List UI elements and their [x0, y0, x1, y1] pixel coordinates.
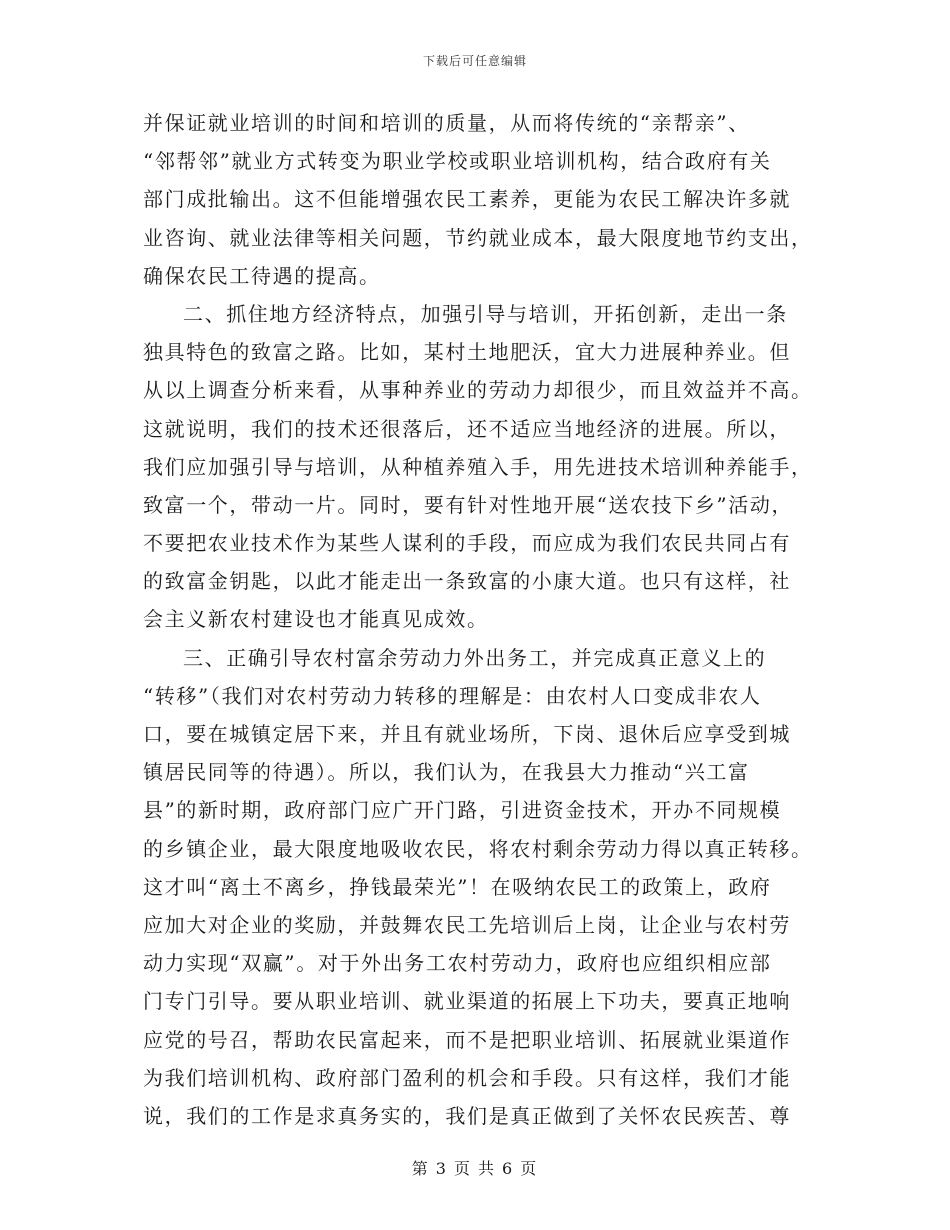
text-line: 我们应加强引导与培训，从种植养殖入手，用先进技术培训种养能手，: [143, 454, 813, 479]
text-line: 业咨询、就业法律等相关问题，节约就业成本，最大限度地节约支出，: [143, 225, 813, 250]
text-line: 致富一个，带动一片。同时，要有针对性地开展“送农技下乡”活动，: [143, 492, 794, 517]
text-line: 不要把农业技术作为某些人谋利的手段，而应成为我们农民共同占有: [143, 531, 791, 556]
text-line: 并保证就业培训的时间和培训的质量，从而将传统的“亲帮亲”、: [143, 111, 750, 135]
footer-label-total-unit: 页: [520, 1159, 539, 1178]
text-line: “转移”（我们对农村劳动力转移的理解是：由农村人口变成非农人: [143, 683, 762, 708]
footer-label-total: 共: [478, 1159, 497, 1178]
text-line: 确保农民工待遇的提高。: [143, 263, 381, 288]
text-line: 县”的新时期，政府部门应广开门路，引进资金技术，开办不同规模: [143, 798, 782, 823]
text-line: 为我们培训机构、政府部门盈利的机会和手段。只有这样，我们才能: [143, 1065, 791, 1090]
paragraph-first-line: 二、抓住地方经济特点，加强引导与培训，开拓创新，走出一条: [183, 301, 788, 326]
text-line: 部门成批输出。这不但能增强农民工素养，更能为农民工解决许多就: [143, 187, 791, 212]
footer-label-page-unit: 页: [453, 1159, 472, 1178]
text-line: 应党的号召，帮助农民富起来，而不是把职业培训、拓展就业渠道作: [143, 1027, 791, 1052]
text-line: 这才叫“离土不离乡，挣钱最荣光”！在吸纳农民工的政策上，政府: [143, 874, 772, 899]
text-line: 动力实现“双赢”。对于外出务工农村劳动力，政府也应组织相应部: [143, 951, 772, 976]
text-line: 这就说明，我们的技术还很落后，还不适应当地经济的进展。所以，: [143, 416, 791, 441]
document-body: [143, 104, 813, 1135]
text-line: 会主义新农村建设也才能真见成效。: [143, 607, 489, 632]
paragraph-first-line: 三、正确引导农村富余劳动力外出务工，并完成真正意义上的: [183, 645, 767, 670]
text-line: 的致富金钥匙，以此才能走出一条致富的小康大道。也只有这样，社: [143, 569, 791, 594]
text-line: 门专门引导。要从职业培训、就业渠道的拓展上下功夫，要真正地响: [143, 989, 791, 1014]
text-line: 口，要在城镇定居下来，并且有就业场所，下岗、退休后应享受到城: [143, 722, 791, 746]
text-line: 说，我们的工作是求真务实的，我们是真正做到了关怀农民疾苦、尊: [143, 1103, 791, 1128]
footer-label-page: 第: [411, 1159, 430, 1178]
text-line: 应加大对企业的奖励，并鼓舞农民工先培训后上岗，让企业与农村劳: [143, 912, 791, 937]
text-line: 独具特色的致富之路。比如，某村土地肥沃，宜大力进展种养业。但: [143, 340, 791, 365]
page-footer: [0, 1156, 950, 1179]
footer-total-pages: 6: [502, 1159, 515, 1178]
text-line: “邻帮邻”就业方式转变为职业学校或职业培训机构，结合政府有关: [143, 149, 772, 174]
page-header-note: 下载后可任意编辑: [422, 54, 527, 68]
text-line: 从以上调查分析来看，从事种养业的劳动力却很少，而且效益并不高。: [143, 378, 813, 403]
text-line: 镇居民同等的待遇）。所以，我们认为，在我县大力推动“兴工富: [143, 760, 750, 785]
text-line: 的乡镇企业，最大限度地吸收农民，将农村剩余劳动力得以真正转移。: [143, 836, 813, 861]
footer-current-page: 3: [435, 1159, 448, 1178]
